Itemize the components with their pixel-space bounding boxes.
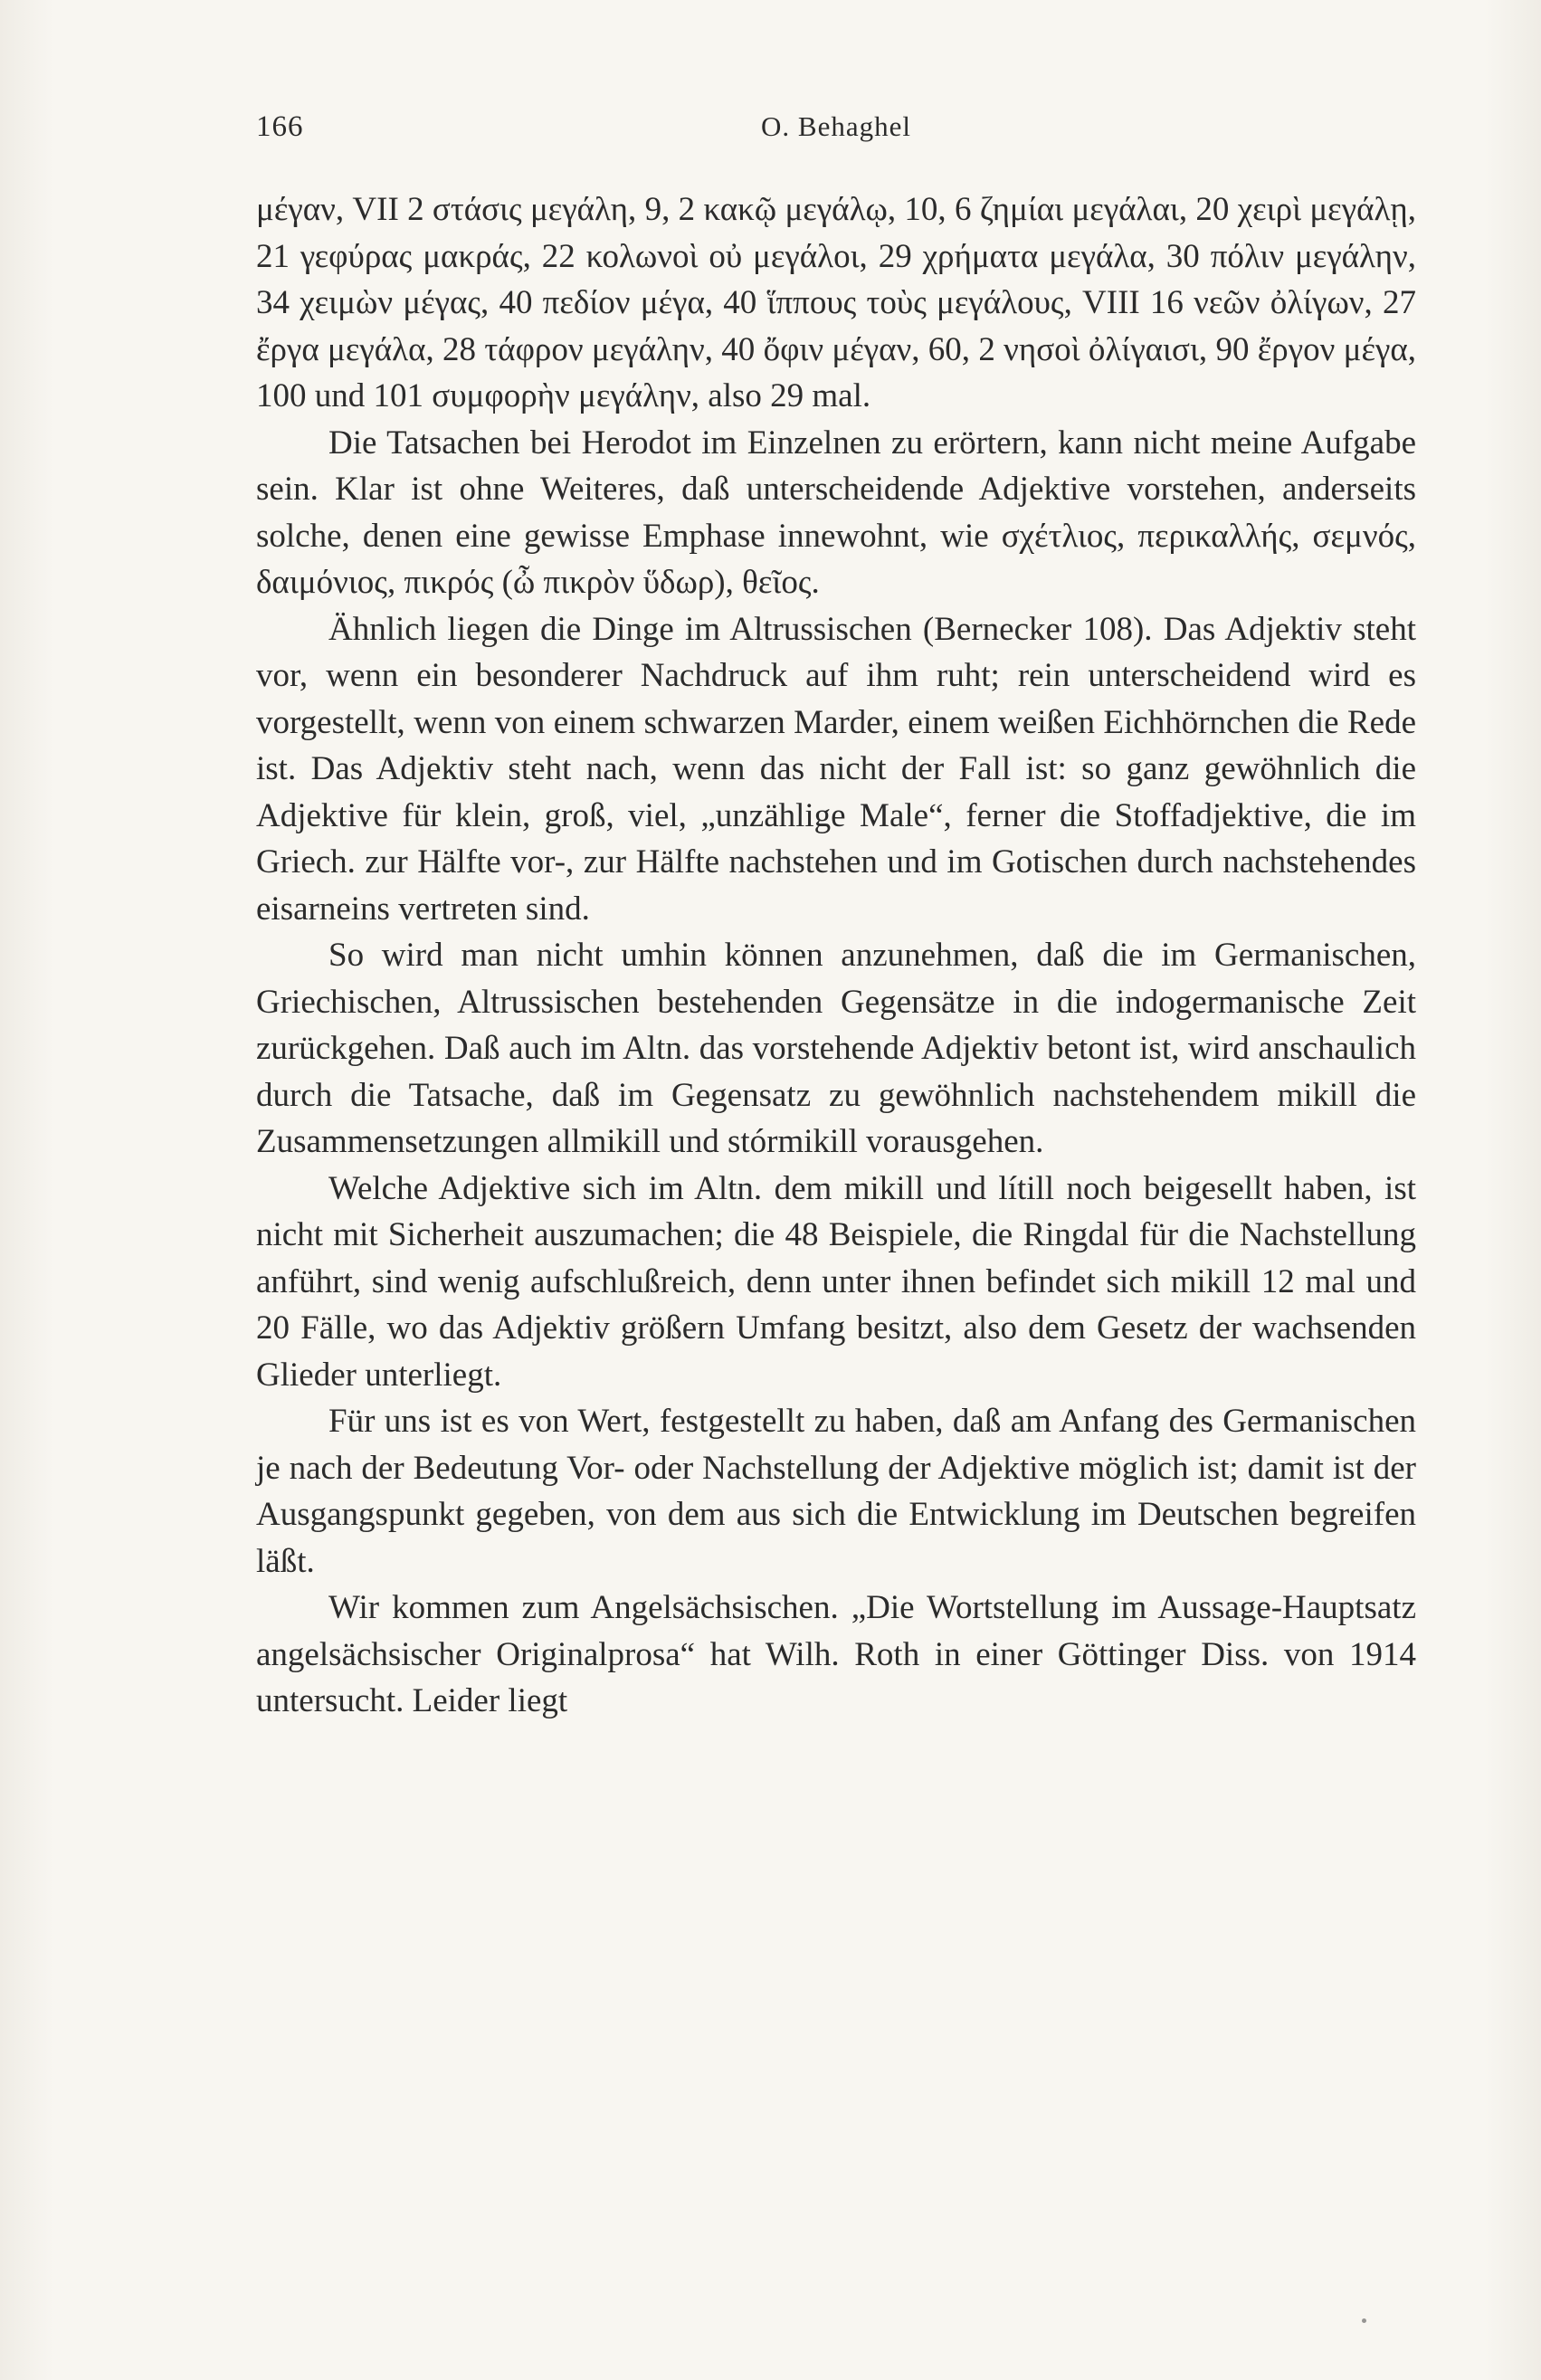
- paragraph-angelsaechsisch: Wir kommen zum Angelsächsischen. „Die Wortstellung im Aussage-Hauptsatz angelsächsischer Originalprosa“ hat Wilh. Roth in einer Göttinger Diss. von 1914 untersucht. Leider liegt: [256, 1589, 1416, 1719]
- paragraph-altnordisch: Welche Adjektive sich im Altn. dem mikill und lítill noch beigesellt haben, ist nicht mit Sicherheit auszumachen; die 48 Beispiele, die Ringdal für die Nachstellung anführt, sind wenig aufschlußreich, denn unter ihnen befindet sich mikill 12 mal und 20 Fälle, wo das Adjektiv größern Umfang besitzt, also dem Gesetz der wachsenden Glieder unterliegt.: [256, 1169, 1416, 1394]
- page-number: 166: [256, 110, 304, 143]
- print-speck: [1362, 2318, 1366, 2323]
- page-header: [256, 101, 1416, 156]
- paragraph-germanisch: Für uns ist es von Wert, festgestellt zu haben, daß am Anfang des Germanischen je nach der Bedeutung Vor- oder Nachstellung der Adjektive möglich ist; damit ist der Ausgangspunkt gegeben, von dem aus sich die Entwicklung im Deutschen begreifen läßt.: [256, 1403, 1416, 1580]
- body-text: [256, 186, 1416, 1725]
- paragraph-herodot: Die Tatsachen bei Herodot im Einzelnen zu erörtern, kann nicht meine Aufgabe sein. Klar ist ohne Weiteres, daß unterscheidende Adjektive vorstehen, anderseits solche, denen eine gewisse Emphase innewohnt, wie σχέτλιος, περικαλλής, σεμνός, δαιμόνιος, πικρός (ὦ πικρὸν ὕδωρ), θεῖος.: [256, 424, 1416, 601]
- paragraph-indogermanisch: So wird man nicht umhin können anzunehmen, daß die im Germanischen, Griechischen, Altrussischen bestehenden Gegensätze in die indogermanische Zeit zurückgehen. Daß auch im Altn. das vorstehende Adjektiv betont ist, wird anschaulich durch die Tatsache, daß im Gegensatz zu gewöhnlich nachstehendem mikill die Zusammensetzungen allmikill und stórmikill vorausgehen.: [256, 937, 1416, 1160]
- running-head: O. Behaghel: [761, 110, 911, 142]
- paragraph-altrussisch: Ähnlich liegen die Dinge im Altrussischen (Bernecker 108). Das Adjektiv steht vor, wenn ein besonderer Nachdruck auf ihm ruht; rein unterscheidend wird es vorgestellt, wenn von einem schwarzen Marder, einem weißen Eichhörnchen die Rede ist. Das Adjektiv steht nach, wenn das nicht der Fall ist: so ganz gewöhnlich die Adjektive für klein, groß, viel, „unzählige Male“, ferner die Stoffadjektive, die im Griech. zur Hälfte vor-, zur Hälfte nachstehen und im Gotischen durch nachstehendes eisarneins vertreten sind.: [256, 610, 1416, 928]
- paragraph-greek-examples: μέγαν, VII 2 στάσις μεγάλη, 9, 2 κακῷ μεγάλῳ, 10, 6 ζημίαι μεγάλαι, 20 χειρὶ μεγάλῃ, 21 γεφύρας μακράς, 22 κολωνοὶ οὐ μεγάλοι, 29 χρήματα μεγάλα, 30 πόλιν μεγάλην, 34 χειμὼν μέγας, 40 πεδίον μέγα, 40 ἵππους τοὺς μεγάλους, VIII 16 νεῶν ὀλίγων, 27 ἔργα μεγάλα, 28 τάφρον μεγάλην, 40 ὄφιν μέγαν, 60, 2 νησοὶ ὀλίγαισι, 90 ἔργον μέγα, 100 und 101 συμφορὴν μεγάλην, also 29 mal.: [256, 191, 1416, 414]
